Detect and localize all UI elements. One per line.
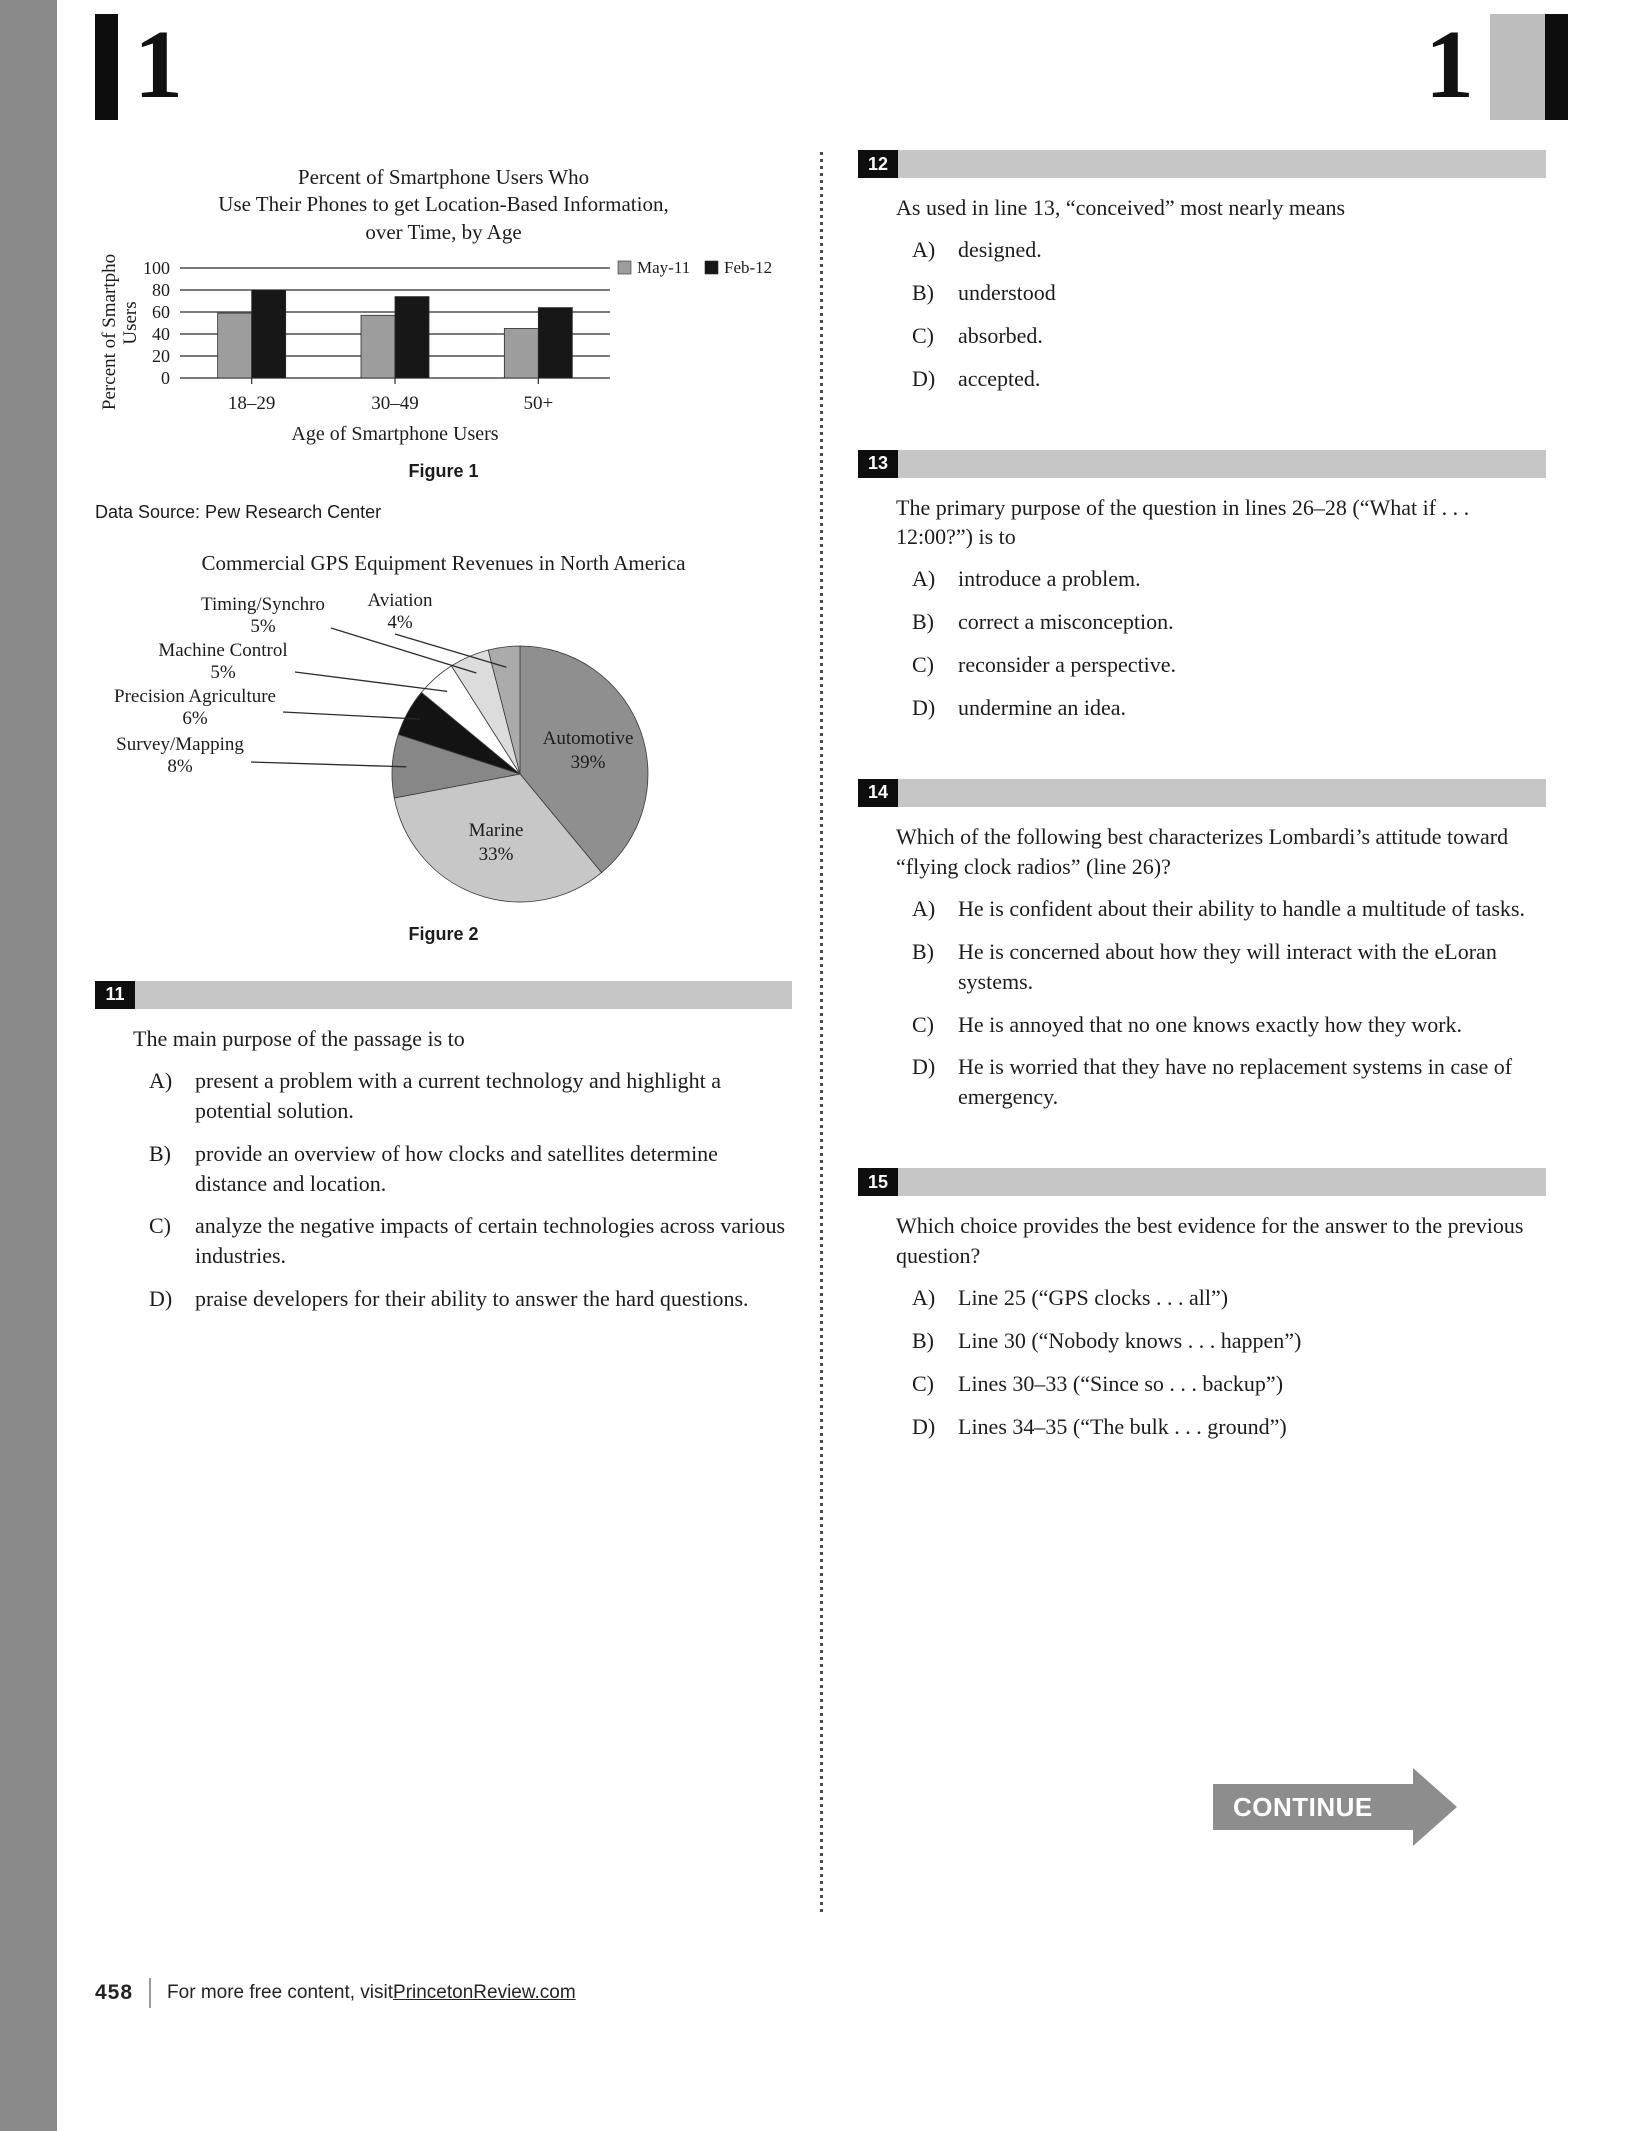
question-number: 13	[858, 450, 898, 478]
answer-choices	[912, 235, 1540, 394]
choice-d[interactable]: D) accepted.	[912, 365, 1041, 391]
question-header-bar	[858, 450, 1546, 478]
choice-c[interactable]: C) analyze the negative impacts of certain technologies across various industries.	[149, 1213, 786, 1269]
figure1-title-line1: Percent of Smartphone Users Who	[297, 165, 590, 189]
figure2-pie-chart	[95, 584, 792, 914]
question-12	[858, 150, 1546, 394]
question-stem: Which of the following best characterizes Lombardi’s attitude toward “flying clock radios” (line 26)?	[896, 823, 1509, 879]
svg-text:Automotive39%: Automotive 39%	[542, 727, 634, 773]
question-number: 12	[858, 150, 898, 178]
svg-text:Survey/Mapping8%: Survey/Mapping 8%	[116, 733, 244, 777]
section-tab-left	[95, 11, 199, 120]
svg-text:Age of Smartphone Users: Age of Smartphone Users	[291, 422, 499, 445]
page-edge-gutter	[0, 0, 57, 2131]
figure1-bar-chart	[95, 254, 792, 451]
question-11	[95, 981, 792, 1314]
continue-button[interactable]	[1213, 1768, 1457, 1846]
svg-text:40: 40	[152, 323, 170, 344]
choice-d[interactable]: D) He is worried that they have no replacement systems in case of emergency.	[912, 1054, 1513, 1110]
question-header-bar	[95, 981, 792, 1009]
choice-c[interactable]: C) absorbed.	[912, 322, 1043, 348]
section-number-right: 1	[1425, 11, 1474, 119]
svg-text:0: 0	[161, 367, 170, 388]
answer-choices	[149, 1066, 786, 1314]
choice-c[interactable]: C) Lines 30–33 (“Since so . . . backup”)	[912, 1370, 1284, 1396]
footer-divider	[149, 1978, 151, 2008]
choice-b[interactable]: B) correct a misconception.	[912, 609, 1174, 635]
choice-d[interactable]: D) Lines 34–35 (“The bulk . . . ground”)	[912, 1413, 1287, 1439]
section-tab-gray-block	[1490, 14, 1545, 120]
answer-choices	[912, 564, 1540, 723]
svg-text:30–49: 30–49	[371, 392, 419, 414]
section-tab-bar-right	[1545, 14, 1568, 120]
choice-a[interactable]: A) Line 25 (“GPS clocks . . . all”)	[912, 1285, 1229, 1311]
question-15	[858, 1168, 1546, 1441]
svg-text:20: 20	[152, 345, 170, 366]
figure2-caption: Figure 2	[408, 923, 479, 944]
svg-text:Feb-12: Feb-12	[724, 257, 773, 277]
figure1-caption: Figure 1	[408, 460, 479, 481]
svg-text:60: 60	[152, 301, 170, 322]
figure1-title-line3: over Time, by Age	[365, 219, 522, 244]
choice-a[interactable]: A) present a problem with a current technology and highlight a potential solution.	[149, 1067, 722, 1123]
answer-choices	[912, 1283, 1540, 1442]
svg-text:Aviation4%: Aviation 4%	[367, 589, 433, 633]
footer-text: For more free content, visit	[167, 1982, 394, 2003]
question-number: 11	[95, 981, 135, 1009]
svg-text:Machine Control5%: Machine Control 5%	[158, 639, 288, 683]
svg-text:Precision Agriculture6%: Precision Agriculture 6%	[114, 685, 276, 729]
section-tab-bar-left	[95, 14, 118, 120]
question-14	[858, 779, 1546, 1112]
section-tab-right	[1409, 11, 1568, 120]
svg-text:May-11: May-11	[637, 257, 691, 277]
question-stem: The primary purpose of the question in lines 26–28 (“What if . . . 12:00?”) is to	[896, 494, 1470, 550]
svg-text:80: 80	[152, 279, 170, 300]
figure1-title	[95, 164, 792, 246]
svg-text:100: 100	[143, 257, 170, 278]
left-column	[95, 150, 792, 1327]
page-number: 458	[95, 1981, 134, 2004]
choice-c[interactable]: C) reconsider a perspective.	[912, 652, 1177, 678]
answer-choices	[912, 894, 1540, 1112]
question-stem: As used in line 13, “conceived” most nearly means	[896, 195, 1346, 220]
svg-text:18–29: 18–29	[227, 392, 276, 414]
figure1-data-source: Data Source: Pew Research Center	[95, 501, 382, 522]
svg-text:50+: 50+	[523, 392, 554, 414]
choice-a[interactable]: A) He is confident about their ability to handle a multitude of tasks.	[912, 895, 1525, 921]
right-column	[858, 150, 1546, 1455]
choice-c[interactable]: C) He is annoyed that no one knows exactly how they work.	[912, 1011, 1463, 1037]
footer-link[interactable]: PrincetonReview.com	[393, 1982, 576, 2003]
question-13	[858, 450, 1546, 723]
column-divider	[820, 152, 823, 1912]
choice-b[interactable]: B) provide an overview of how clocks and satellites determine distance and location.	[149, 1140, 718, 1196]
choice-a[interactable]: A) introduce a problem.	[912, 566, 1141, 592]
page-footer	[95, 1978, 576, 2008]
question-header-bar	[858, 150, 1546, 178]
question-stem: The main purpose of the passage is to	[133, 1025, 465, 1051]
continue-label: CONTINUE	[1213, 1784, 1413, 1830]
choice-d[interactable]: D) undermine an idea.	[912, 695, 1126, 721]
section-number-left: 1	[134, 11, 183, 119]
svg-text:Percent of SmartphoneUsers: Percent of SmartphoneUsers	[99, 253, 141, 410]
svg-text:Timing/Synchro5%: Timing/Synchro 5%	[201, 593, 325, 637]
choice-d[interactable]: D) praise developers for their ability to answer the hard questions.	[149, 1286, 749, 1312]
question-header-bar	[858, 779, 1546, 807]
figure1-title-line2: Use Their Phones to get Location-Based Information,	[218, 192, 669, 217]
choice-b[interactable]: B) He is concerned about how they will interact with the eLoran systems.	[912, 938, 1497, 994]
choice-a[interactable]: A) designed.	[912, 236, 1042, 262]
figure2-title: Commercial GPS Equipment Revenues in North America	[201, 550, 686, 575]
question-header-bar	[858, 1168, 1546, 1196]
choice-b[interactable]: B) Line 30 (“Nobody knows . . . happen”)	[912, 1327, 1302, 1353]
question-number: 15	[858, 1168, 898, 1196]
question-stem: Which choice provides the best evidence for the answer to the previous question?	[896, 1213, 1524, 1269]
continue-arrow-icon	[1413, 1768, 1457, 1846]
choice-b[interactable]: B) understood	[912, 279, 1056, 305]
question-number: 14	[858, 779, 898, 807]
svg-text:Marine33%: Marine 33%	[468, 819, 524, 865]
